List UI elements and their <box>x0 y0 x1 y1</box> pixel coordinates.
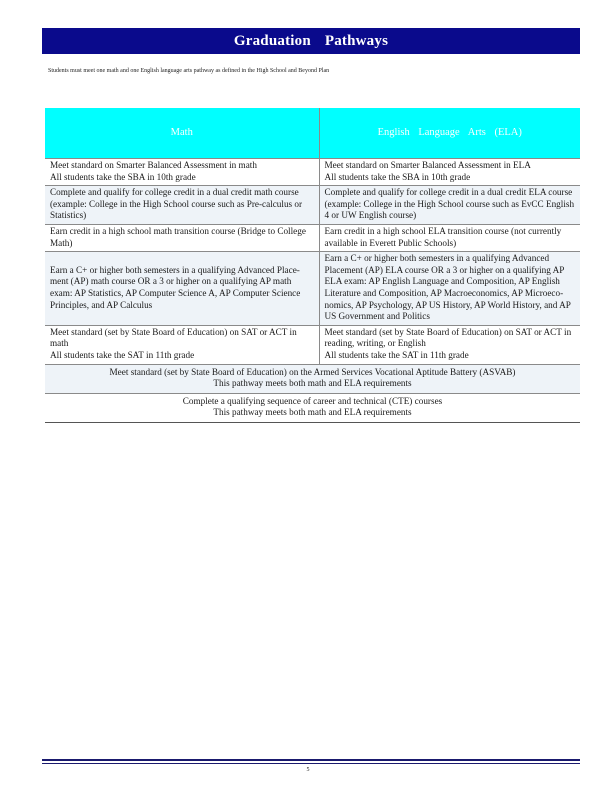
column-header-ela: English Language Arts (ELA) <box>319 108 580 159</box>
cell-line: Earn a C+ or higher both semesters in a qualifying Advanced Place-ment (AP) math course OR a 3 or higher on a qualifying AP math exam: AP Statistics, AP Computer Science A, AP Computer Science Principles, and AP Calculus <box>50 264 301 310</box>
math-pathway-cell <box>45 159 319 186</box>
math-pathway-cell <box>45 325 319 364</box>
math-pathway-cell <box>45 186 319 225</box>
column-header-math: Math <box>45 108 319 159</box>
intro-text: Students must meet one math and one English language arts pathway as defined in the High School and Beyond Plan <box>48 68 330 74</box>
cell-line: Meet standard (set by State Board of Education) on SAT or ACT in reading, writing, or English <box>324 326 572 349</box>
math-pathway-cell <box>45 252 319 326</box>
ela-pathway-cell <box>319 325 580 364</box>
combined-pathway-cell <box>45 393 580 422</box>
combined-pathway-cell <box>45 364 580 393</box>
page-title: Graduation Pathways <box>233 32 389 49</box>
page-title-banner <box>42 28 580 54</box>
cell-line: All students take the SBA in 10th grade <box>50 171 196 182</box>
cell-line: Complete and qualify for college credit in a dual credit math course (example: College in the High School course such as Pre-calculus or Statistics) <box>50 187 303 221</box>
cell-line: Earn a C+ or higher both semesters in a qualifying Advanced Placement (AP) ELA course OR a 3 or higher on a qualifying AP ELA exam: AP English Language and Composition, AP English Literature and Composition, AP Macroeconomics, AP Microeco-nomics, AP Psychology, AP US History, AP World History, and AP US Government and Politics <box>324 253 571 322</box>
table-row <box>45 186 580 225</box>
cell-line: This pathway meets both math and ELA requirements <box>213 407 412 418</box>
ela-pathway-cell <box>319 224 580 251</box>
cell-line: All students take the SAT in 11th grade <box>50 349 195 360</box>
table-row <box>45 364 580 393</box>
footer-rule <box>42 763 580 764</box>
cell-line: Meet standard (set by State Board of Education) on SAT or ACT in math <box>50 326 297 349</box>
cell-line: Meet standard (set by State Board of Education) on the Armed Services Vocational Aptitude Battery (ASVAB) <box>109 366 516 377</box>
pathways-table <box>45 108 580 423</box>
cell-line: Meet standard on Smarter Balanced Assessment in math <box>50 160 257 170</box>
table-row <box>45 393 580 422</box>
table-row <box>45 325 580 364</box>
cell-line: Earn credit in a high school ELA transition course (not currently available in Everett Public Schools) <box>324 225 562 248</box>
table-row <box>45 252 580 326</box>
table-row <box>45 224 580 251</box>
cell-line: All students take the SAT in 11th grade <box>324 349 469 360</box>
cell-line: Complete and qualify for college credit in a dual credit ELA course (example: College in the High School course such as EvCC English 4 or UW English course) <box>324 187 575 221</box>
math-pathway-cell <box>45 224 319 251</box>
cell-line: Earn credit in a high school math transition course (Bridge to College Math) <box>50 225 306 248</box>
page-number: 5 <box>306 767 310 773</box>
ela-pathway-cell <box>319 252 580 326</box>
table-row <box>45 159 580 186</box>
cell-line: All students take the SBA in 10th grade <box>324 171 471 182</box>
cell-line: Meet standard on Smarter Balanced Assessment in ELA <box>324 160 531 170</box>
footer-rule <box>42 759 580 761</box>
cell-line: This pathway meets both math and ELA requirements <box>213 378 412 389</box>
cell-line: Complete a qualifying sequence of career and technical (CTE) courses <box>182 395 443 406</box>
table-header-row <box>45 108 580 159</box>
ela-pathway-cell <box>319 186 580 225</box>
ela-pathway-cell <box>319 159 580 186</box>
